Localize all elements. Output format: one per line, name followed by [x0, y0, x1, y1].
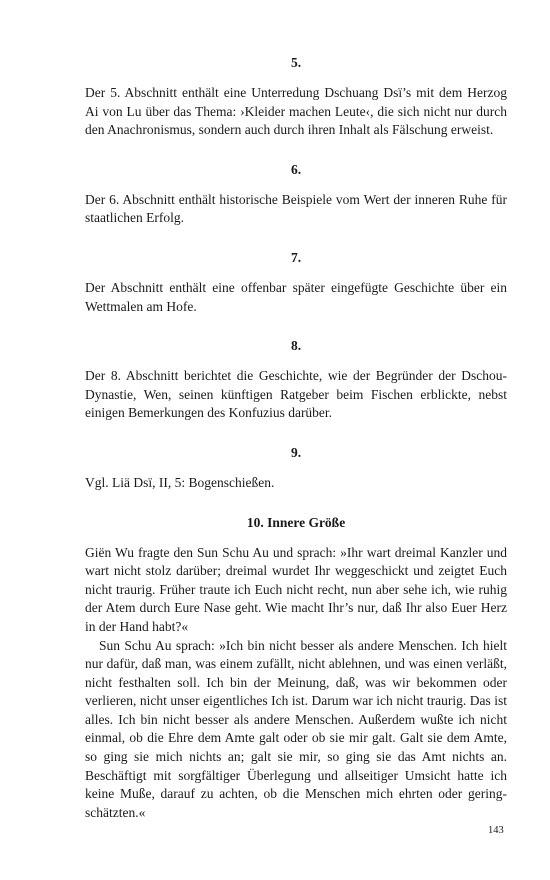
section-5 — [85, 53, 507, 140]
chapter-title: 10. Innere Größe — [246, 514, 346, 530]
chapter-paragraph: Giën Wu fragte den Sun Schu Au und sprach: »Ihr wart dreimal Kanzler und wart nicht stolz darüber; dreimal wurdet Ihr weggeschickt und zeigtet Euch nicht traurig. Früher traute ich Euch nicht recht, nun aber sehe ich, wie ruhig der Atem durch Eure Nase geht. Wie macht Ihr’s nur, daß Ihr also Euer Herz in der Hand habt?« — [85, 544, 507, 634]
page-body — [85, 53, 507, 822]
section-number: 7. — [290, 249, 302, 265]
section-text: Der 5. Abschnitt enthält eine Unterredung Dschuang Dsï’s mit dem Herzog Ai von Lu über das Thema: ›Kleider machen Leute‹, die sich nicht nur durch den Anachronismus, sondern auch durch ihren Inhalt als Fälschung erweist. — [85, 85, 507, 138]
section-text: Der Abschnitt enthält eine offenbar später eingefügte Geschichte über ein Wettmalen am Hofe. — [85, 279, 507, 314]
section-text: Der 6. Abschnitt enthält historische Beispiele vom Wert der inneren Ruhe für staatlichen Erfolg. — [85, 191, 507, 226]
section-8 — [85, 336, 507, 423]
section-number: 5. — [290, 55, 302, 70]
page-number: 143 — [488, 825, 504, 836]
section-number: 8. — [290, 338, 302, 354]
chapter-10 — [85, 513, 507, 823]
section-6 — [85, 160, 507, 228]
section-text: Vgl. Liä Dsï, II, 5: Bogenschießen. — [85, 474, 275, 490]
section-number: 9. — [290, 444, 302, 460]
section-7 — [85, 248, 507, 316]
section-text: Der 8. Abschnitt berichtet die Geschichte, wie der Begründer der Dschou-Dynastie, Wen, seinen künftigen Ratgeber beim Fischen erblickte, nebst einigen Bemerkungen des Konfuzius darüber. — [85, 368, 507, 421]
section-number: 6. — [290, 161, 302, 177]
section-9 — [85, 443, 507, 493]
chapter-paragraph: Sun Schu Au sprach: »Ich bin nicht besser als andere Menschen. Ich hielt nur dafür, daß man, was einem zufällt, nicht ablehnen, und was einen verläßt, nicht festhalten soll. Ich bin der Meinung, daß, was wir bekommen oder verlieren, nicht unser eigentliches Ich ist. Darum war ich nicht traurig. Das ist alles. Ich bin nicht besser als andere Menschen. Außerdem wußte ich nicht einmal, ob die Ehre dem Amte galt oder ob sie mir galt. Galt sie dem Amte, so ging sie mich nichts an; galt sie mir, so ging sie das Amt nichts an. Beschäftigt mit sorgfältiger Überlegung und allseitiger Umsicht hatte ich keine Muße, darauf zu achten, ob die Menschen mich ehrten oder geringschätzten.« — [85, 637, 507, 820]
